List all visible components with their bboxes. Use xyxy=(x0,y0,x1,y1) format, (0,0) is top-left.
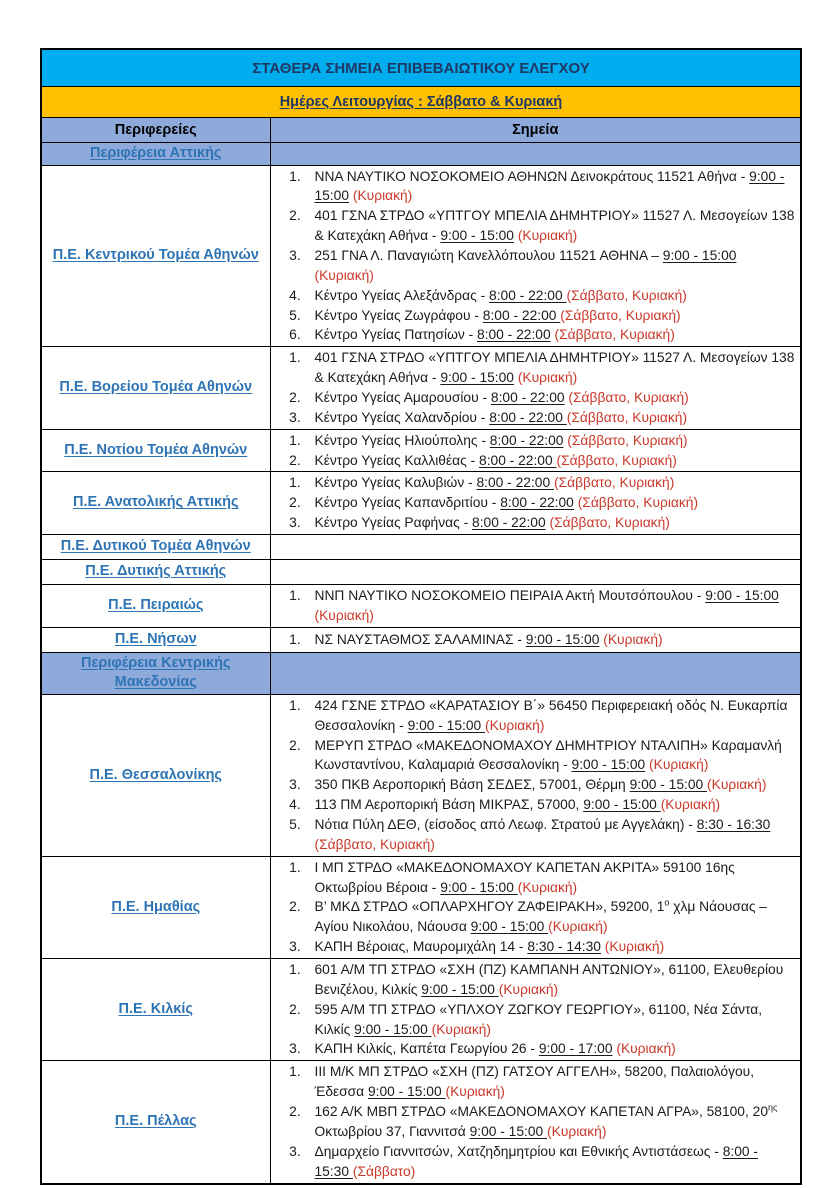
column-header-row xyxy=(41,118,801,143)
day-annotation: (Κυριακή) xyxy=(517,370,578,386)
time-range: 8:00 - 22:00 xyxy=(476,475,554,491)
day-annotation: (Κυριακή) xyxy=(314,267,374,283)
region-name-cell xyxy=(41,347,270,429)
day-annotation: (Κυριακή) xyxy=(485,717,545,733)
points-cell xyxy=(270,560,801,585)
point-item xyxy=(305,493,797,513)
points-cell xyxy=(270,472,801,535)
time-range: 9:00 - 15:00 xyxy=(368,1084,446,1100)
time-range: 8:00 - 22:00 xyxy=(482,307,561,323)
point-text: Κέντρο Υγείας Αλεξάνδρας - xyxy=(314,287,490,303)
region-name-cell xyxy=(41,165,270,347)
region-label: Π.Ε. Βορείου Τομέα Αθηνών xyxy=(59,379,253,396)
point-item xyxy=(305,408,797,428)
point-text: Κέντρο Υγείας Ραφήνας - xyxy=(314,515,473,531)
table-row xyxy=(41,347,801,429)
day-annotation: (Σάββατο, Κυριακή) xyxy=(554,327,675,343)
day-annotation: (Κυριακή) xyxy=(517,228,578,244)
point-item xyxy=(305,286,797,306)
point-item xyxy=(305,858,797,898)
checkpoints-table xyxy=(40,48,802,1185)
point-text: Κέντρο Υγείας Χαλανδρίου - xyxy=(314,409,490,425)
region-name-cell xyxy=(41,585,270,628)
region-band-cell xyxy=(41,652,270,694)
day-annotation: (Κυριακή) xyxy=(603,631,663,647)
region-band-label: Περιφέρεια Κεντρικής Μακεδονίας xyxy=(81,654,231,691)
point-item xyxy=(305,167,797,207)
region-name-cell xyxy=(41,694,270,856)
point-item xyxy=(305,388,797,408)
day-annotation: (Σάββατο, Κυριακή) xyxy=(577,495,699,511)
point-text: 113 ΠΜ Αεροπορική Βάση ΜΙΚΡΑΣ, 57000, xyxy=(314,797,584,813)
point-text: Κέντρο Υγείας Καλυβιών - xyxy=(314,475,477,491)
day-annotation: (Κυριακή) xyxy=(616,1041,676,1057)
points-cell xyxy=(270,585,801,628)
time-range: 9:00 - 15:00 xyxy=(629,777,708,793)
day-annotation: (Σάββατο, Κυριακή) xyxy=(549,515,670,531)
day-annotation: (Σάββατο, Κυριακή) xyxy=(568,390,689,406)
day-annotation: (Σάββατο, Κυριακή) xyxy=(566,287,687,303)
operating-days-cell xyxy=(41,87,801,118)
region-label: Π.Ε. Πέλλας xyxy=(114,1113,197,1130)
day-annotation: (Κυριακή) xyxy=(649,757,709,773)
region-band-row xyxy=(41,143,801,166)
region-name-cell xyxy=(41,1061,270,1184)
time-range: 9:00 - 15:00 xyxy=(469,1123,548,1139)
table-row xyxy=(41,535,801,560)
region-label: Π.Ε. Θεσσαλονίκης xyxy=(89,766,222,783)
region-name-cell xyxy=(41,856,270,958)
time-range: 9:00 - 15:00 xyxy=(525,631,600,647)
table-row xyxy=(41,585,801,628)
point-item xyxy=(305,348,797,388)
point-item xyxy=(305,325,797,345)
time-range: 9:00 - 15:00 xyxy=(571,757,646,773)
region-name-cell xyxy=(41,560,270,585)
region-name-cell xyxy=(41,429,270,472)
points-cell xyxy=(270,1061,801,1184)
region-label: Π.Ε. Κεντρικού Τομέα Αθηνών xyxy=(52,247,259,264)
day-annotation: (Σάββατο, Κυριακή) xyxy=(314,836,435,852)
point-text: Κέντρο Υγείας Ζωγράφου - xyxy=(314,307,483,323)
points-list xyxy=(275,696,797,855)
points-list xyxy=(275,630,797,650)
day-annotation: (Κυριακή) xyxy=(604,939,665,955)
point-item xyxy=(305,1102,797,1142)
point-item xyxy=(305,1000,797,1040)
day-annotation: (Κυριακή) xyxy=(547,1123,607,1139)
point-text: 162 Α/Κ ΜΒΠ ΣΤΡΔΟ «ΜΑΚΕΔΟΝΟΜΑΧΟΥ ΚΑΠΕΤΑΝ ΑΓΡΑ», 58100, 20 xyxy=(314,1104,768,1120)
point-item xyxy=(305,795,797,815)
region-label: Π.Ε. Δυτικού Τομέα Αθηνών xyxy=(60,538,251,555)
superscript-text: ο xyxy=(664,897,670,908)
point-text: 424 ΓΣΝΕ ΣΤΡΔΟ «ΚΑΡΑΤΑΣΙΟΥ Β΄» 56450 Περιφερειακή οδός Ν. Ευκαρπία Θεσσαλονίκη - xyxy=(314,697,788,733)
time-range: 8:00 - 22:00 xyxy=(489,409,567,425)
point-item xyxy=(305,1062,797,1102)
time-range: 9:00 - 15:00 xyxy=(314,168,785,204)
time-range: 9:00 - 15:00 xyxy=(705,588,779,604)
points-cell xyxy=(270,165,801,347)
point-item xyxy=(305,306,797,326)
day-annotation: (Κυριακή) xyxy=(445,1084,505,1100)
time-range: 9:00 - 15:00 xyxy=(440,228,514,244)
day-annotation: (Σάββατο, Κυριακή) xyxy=(560,307,681,323)
region-name-cell xyxy=(41,535,270,560)
points-list xyxy=(275,960,797,1059)
point-text: Β’ ΜΚΔ ΣΤΡΔΟ «ΟΠΛΑΡΧΗΓΟΥ ΖΑΦΕΙΡΑΚΗ», 59200, 1 xyxy=(314,899,665,915)
page-title: ΣΤΑΘΕΡΑ ΣΗΜΕΙΑ ΕΠΙΒΕΒΑΙΩΤΙΚΟΥ ΕΛΕΓΧΟΥ xyxy=(41,49,801,87)
region-band-label: Περιφέρεια Αττικής xyxy=(90,145,222,161)
table-row xyxy=(41,856,801,958)
time-range: 8:30 - 16:30 xyxy=(696,817,771,833)
point-item xyxy=(305,775,797,795)
time-range: 9:00 - 15:00 xyxy=(662,248,737,263)
operating-days-label: Ημέρες Λειτουργίας : Σάββατο & Κυριακή xyxy=(279,94,563,110)
point-item xyxy=(305,696,797,736)
table-row xyxy=(41,429,801,472)
time-range: 9:00 - 17:00 xyxy=(538,1041,613,1057)
points-cell xyxy=(270,429,801,472)
time-range: 8:00 - 22:00 xyxy=(500,495,574,511)
time-range: 9:00 - 15:00 xyxy=(470,919,549,935)
table-body xyxy=(41,143,801,1184)
point-text: χλμ Νάουσας – Αγίου Νικολάου, Νάουσα xyxy=(314,899,767,935)
point-item xyxy=(305,206,797,246)
day-annotation: (Σάββατο) xyxy=(352,1163,416,1179)
region-name-cell xyxy=(41,959,270,1061)
region-name-cell xyxy=(41,627,270,652)
point-item xyxy=(305,1142,797,1182)
point-item xyxy=(305,586,797,626)
region-label: Π.Ε. Ημαθίας xyxy=(111,898,201,915)
table-row xyxy=(41,1061,801,1184)
column-header-points: Σημεία xyxy=(270,118,801,143)
time-range: 8:00 - 22:00 xyxy=(489,287,567,303)
points-list xyxy=(275,473,797,533)
subtitle-row xyxy=(41,87,801,118)
region-name-cell xyxy=(41,472,270,535)
point-text: ΝΣ ΝΑΥΣΤΑΘΜΟΣ ΣΑΛΑΜΙΝΑΣ - xyxy=(314,631,526,647)
point-text: Κέντρο Υγείας Ηλιούπολης - xyxy=(314,432,490,448)
points-cell xyxy=(270,959,801,1061)
point-text: 350 ΠΚΒ Αεροπορική Βάση ΣΕΔΕΣ, 57001, Θέρμη xyxy=(314,777,630,793)
points-cell xyxy=(270,627,801,652)
time-range: 8:00 - 22:00 xyxy=(477,327,551,343)
region-band-row xyxy=(41,652,801,694)
point-text: ΚΑΠΗ Βέροιας, Μαυρομιχάλη 14 - xyxy=(314,939,528,955)
point-text: 401 ΓΣΝΑ ΣΤΡΔΟ «ΥΠΤΓΟΥ ΜΠΕΛΙΑ ΔΗΜΗΤΡΙΟΥ» 11527 Λ. Μεσογείων 138 & Κατεχάκη Αθήνα - xyxy=(314,350,795,386)
day-annotation: (Κυριακή) xyxy=(352,188,413,204)
title-row xyxy=(41,49,801,87)
points-cell xyxy=(270,347,801,429)
point-item xyxy=(305,630,797,650)
point-text: 251 ΓΝΑ Λ. Παναγιώτη Κανελλόπουλου 11521 ΑΘΗΝΑ – xyxy=(314,248,663,263)
region-label: Π.Ε. Δυτικής Αττικής xyxy=(85,563,227,580)
time-range: 9:00 - 15:00 xyxy=(354,1021,432,1037)
time-range: 9:00 - 15:00 xyxy=(407,717,486,733)
point-text: Κέντρο Υγείας Καλλιθέας - xyxy=(314,452,480,468)
point-item xyxy=(305,513,797,533)
region-label: Π.Ε. Νήσων xyxy=(114,630,197,647)
points-list xyxy=(275,167,797,346)
points-list xyxy=(275,431,797,471)
point-item xyxy=(305,736,797,776)
table-row xyxy=(41,627,801,652)
table-row xyxy=(41,472,801,535)
day-annotation: (Κυριακή) xyxy=(431,1021,492,1037)
time-range: 8:30 - 14:30 xyxy=(527,939,601,955)
points-cell xyxy=(270,694,801,856)
point-text: Κέντρο Υγείας Αμαρουσίου - xyxy=(314,390,491,406)
point-text: 595 Α/Μ ΤΠ ΣΤΡΔΟ «ΥΠΛΧΟΥ ΖΩΓΚΟΥ ΓΕΩΡΓΙΟΥ», 61100, Νέα Σάντα, Κιλκίς xyxy=(314,1001,763,1037)
point-item xyxy=(305,431,797,451)
points-list xyxy=(275,1062,797,1181)
points-list xyxy=(275,586,797,626)
point-text: ΝΝΑ ΝΑΥΤΙΚΟ ΝΟΣΟΚΟΜΕΙΟ ΑΘΗΝΩΝ Δεινοκράτους 11521 Αθήνα - xyxy=(314,168,750,184)
point-text: Δημαρχείο Γιαννιτσών, Χατζηδημητρίου και Εθνικής Αντιστάσεως - xyxy=(314,1143,723,1159)
point-item xyxy=(305,1039,797,1059)
region-band-empty-cell xyxy=(270,143,801,166)
point-text: ΙΙΙ Μ/Κ ΜΠ ΣΤΡΔΟ «ΣΧΗ (ΠΖ) ΓΑΤΣΟΥ ΑΓΓΕΛΗ», 58200, Παλαιολόγου, Έδεσσα xyxy=(314,1064,755,1100)
point-item xyxy=(305,473,797,493)
region-label: Π.Ε. Κιλκίς xyxy=(118,1000,193,1017)
day-annotation: (Σάββατο, Κυριακή) xyxy=(566,409,688,425)
points-cell xyxy=(270,856,801,958)
time-range: 9:00 - 15:00 xyxy=(440,370,514,386)
column-header-regions: Περιφερείες xyxy=(41,118,270,143)
region-band-empty-cell xyxy=(270,652,801,694)
day-annotation: (Κυριακή) xyxy=(314,607,374,623)
time-range: 9:00 - 15:00 xyxy=(440,879,518,895)
time-range: 9:00 - 15:00 xyxy=(421,981,499,997)
time-range: 8:00 - 22:00 xyxy=(489,432,564,448)
day-annotation: (Κυριακή) xyxy=(498,981,559,997)
table-row xyxy=(41,165,801,347)
point-item xyxy=(305,960,797,1000)
point-item xyxy=(305,451,797,471)
point-text: Κέντρο Υγείας Καπανδριτίου - xyxy=(314,495,501,511)
day-annotation: (Σάββατο, Κυριακή) xyxy=(553,475,675,491)
points-list xyxy=(275,858,797,957)
table-row xyxy=(41,560,801,585)
points-list xyxy=(275,348,797,427)
points-cell xyxy=(270,535,801,560)
day-annotation: (Κυριακή) xyxy=(660,797,721,813)
point-text: 601 Α/Μ ΤΠ ΣΤΡΔΟ «ΣΧΗ (ΠΖ) ΚΑΜΠΑΝΗ ΑΝΤΩΝΙΟΥ», 61100, Ελευθερίου Βενιζέλου, Κιλκίς xyxy=(314,962,784,997)
point-text: ΚΑΠΗ Κιλκίς, Καπέτα Γεωργίου 26 - xyxy=(314,1041,539,1057)
region-band-cell xyxy=(41,143,270,166)
region-label: Π.Ε. Νοτίου Τομέα Αθηνών xyxy=(64,441,248,458)
time-range: 8:00 - 22:00 xyxy=(479,452,557,468)
region-label: Π.Ε. Πειραιώς xyxy=(108,597,204,614)
point-item xyxy=(305,897,797,937)
day-annotation: (Κυριακή) xyxy=(548,919,608,935)
point-text: Ι ΜΠ ΣΤΡΔΟ «ΜΑΚΕΔΟΝΟΜΑΧΟΥ ΚΑΠΕΤΑΝ ΑΚΡΙΤΑ» 59100 16ης Οκτωβρίου Βέροια - xyxy=(314,859,735,895)
point-text: ΝΝΠ ΝΑΥΤΙΚΟ ΝΟΣΟΚΟΜΕΙΟ ΠΕΙΡΑΙΑ Ακτή Μουτσόπουλου - xyxy=(314,588,706,604)
point-text: Κέντρο Υγείας Πατησίων - xyxy=(314,327,477,343)
table-row xyxy=(41,959,801,1061)
point-text: Νότια Πύλη ΔΕΘ, (είσοδος από Λεωφ. Στρατού με Αγγελάκη) - xyxy=(314,817,697,833)
point-text: ΜΕΡΥΠ ΣΤΡΔΟ «ΜΑΚΕΔΟΝΟΜΑΧΟΥ ΔΗΜΗΤΡΙΟΥ ΝΤΑΛΙΠΗ» Καραμανλή Κωνσταντίνου, Καλαμαριά Θεσσαλονίκη - xyxy=(314,737,782,773)
point-text: 401 ΓΣΝΑ ΣΤΡΔΟ «ΥΠΤΓΟΥ ΜΠΕΛΙΑ ΔΗΜΗΤΡΙΟΥ» 11527 Λ. Μεσογείων 138 & Κατεχάκη Αθήνα - xyxy=(314,208,795,244)
table-row xyxy=(41,694,801,856)
point-item xyxy=(305,937,797,957)
time-range: 8:00 - 22:00 xyxy=(490,390,565,406)
time-range: 9:00 - 15:00 xyxy=(583,797,661,813)
day-annotation: (Σάββατο, Κυριακή) xyxy=(567,432,688,448)
day-annotation: (Σάββατο, Κυριακή) xyxy=(556,452,677,468)
day-annotation: (Κυριακή) xyxy=(517,879,578,895)
point-text: Οκτωβρίου 37, Γιαννιτσά xyxy=(314,1123,470,1139)
time-range: 8:00 - 15:30 xyxy=(314,1143,758,1179)
superscript-text: ης xyxy=(768,1102,778,1113)
region-label: Π.Ε. Ανατολικής Αττικής xyxy=(72,494,239,511)
day-annotation: (Κυριακή) xyxy=(707,777,767,793)
point-item xyxy=(305,815,797,855)
point-item xyxy=(305,246,797,286)
time-range: 8:00 - 22:00 xyxy=(472,515,546,531)
